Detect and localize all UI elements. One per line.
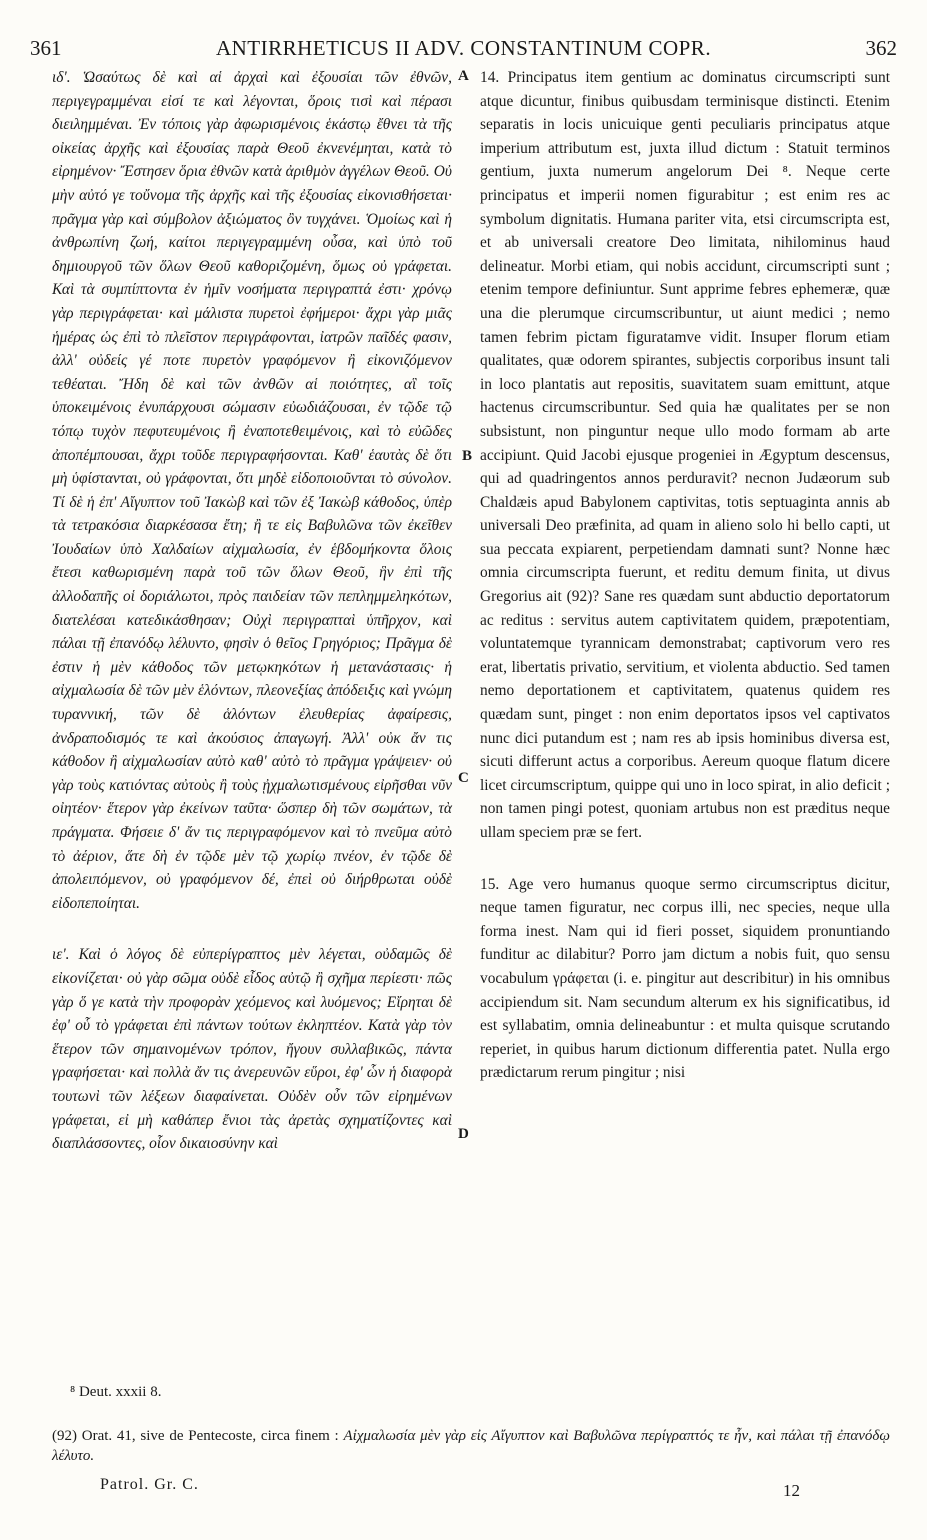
margin-letter-c: C xyxy=(458,770,469,786)
page-number-left: 361 xyxy=(30,36,62,60)
signature-mark: Patrol. Gr. C. xyxy=(100,1476,199,1493)
latin-paragraph-15: 15. Age vero humanus quoque sermo circumscriptus dicitur, neque tamen figuratur, nec corpus illi, nec species, neque ulla forma inest. Nam qui id fieri posset, siquidem pronuntiando funditur ac dilabitur? Porro jam dictum a nobis fuit, quo sensu vocabulum γράφεται (i. e. pingitur aut describitur) in his omnibus accipiendum sit. Nam secundum alterum ex his significatibus, id est syllabatim, omnia delineabuntur : et multa quisque scrutando reperiet, in quibus harum dictionum differentia patet. Nulla ergo prædictarum rerum pingitur ; nisi xyxy=(480,875,890,1082)
footnote-92-reference: (92) Orat. 41, sive de Pentecoste, circa finem : xyxy=(52,1428,339,1444)
margin-letter-b: B xyxy=(462,448,473,464)
margin-letter-a: A xyxy=(458,68,469,84)
running-header xyxy=(30,36,897,62)
page-number-right: 362 xyxy=(865,36,897,60)
greek-paragraph-15: ιε'. Καὶ ὁ λόγος δὲ εὐπερίγραπτος μὲν λέγεται, οὐδαμῶς δὲ εἰκονίζεται· οὐ γὰρ σῶμα οὐδὲ εἶδος αὐτῷ ἢ σχῆμα περίεστι· πῶς γὰρ ὅ γε κατὰ τὴν προφορὰν χεόμενος καὶ λυόμενος; Εἴρηται δὲ ἐφ' οὗ τὸ γράφεται ἐπὶ πάντων τούτων ἐκληπτέον. Κατὰ γὰρ τὸν ἕτερον τῶν σημαινομένων τρόπον, ἤγουν συλλαβικῶς, πάντα γραφήσεται· καὶ πολλὰ ἄν τις ἀνερευνῶν εὕροι, ἐφ' ὧν ἡ διαφορὰ τουτωνὶ τῶν λέξεων διαφαίνεται. Οὐδὲν οὖν τῶν εἰρημένων γράφεται, εἰ μὴ καθάπερ ἔνιοι τὰς ἀρετὰς σχηματίζοντες καὶ διαπλάσσοντες, οἷον δικαιοσύνην καὶ xyxy=(52,946,452,1153)
latin-column xyxy=(480,66,890,1085)
margin-letter-d: D xyxy=(458,1126,469,1142)
footnote-92 xyxy=(52,1426,890,1466)
greek-paragraph-14: ιδ'. Ὡσαύτως δὲ καὶ αἱ ἀρχαὶ καὶ ἐξουσίαι τῶν ἐθνῶν, περιγεγραμμέναι εἰσί τε καὶ λέγονται, ὅροις τισὶ καὶ πέρασι διειλημμέναι. Ἐν τόποις γὰρ ἀφωρισμένοις ἑκάστῳ ἔθνει τὰ τῆς οἰκείας ἀρχῆς καὶ ἐξουσίας παρὰ Θεοῦ ἐκνενέμηται, κατὰ τὸ εἰρημένον· Ἔστησεν ὅρια ἐθνῶν κατὰ ἀριθμὸν ἀγγέλων Θεοῦ. Οὐ μὴν αὐτό γε τοὔνομα τῆς ἀρχῆς καὶ τῆς ἐξουσίας εἰκονισθήσεται· πρᾶγμα γὰρ καὶ σύμβολον ἀξιώματος ὂν τυγχάνει. Ὁμοίως καὶ ἡ ἀνθρωπίνη ζωή, καίτοι περιγεγραμμένη οὖσα, καὶ ὑπὸ τοῦ δημιουργοῦ τῶν ὅλων Θεοῦ καθοριζομένη, ὅμως οὐ γράφεται. Καὶ τὰ συμπίπτοντα ἐν ἡμῖν νοσήματα περιγραπτά ἐστι· χρόνῳ γὰρ περιγράφεται· καὶ μάλιστα πυρετοὶ ἐφήμεροι· ἄχρι γὰρ μιᾶς ἡμέρας ὡς ἐπὶ τὸ πλεῖστον περιγράφονται, ἰατρῶν παῖδές φασιν, ἀλλ' οὐδείς γέ ποτε πυρετὸν γραφόμενον ἢ εἰκονιζόμενον τεθέαται. Ἤδη δὲ καὶ τῶν ἀνθῶν αἱ ποιότητες, αἳ τοῖς ὑποκειμένοις ἐνυπάρχουσι σώμασιν εὐωδιάζουσαι, ἐν τῷδε τῷ τόπῳ τυχὸν πεφυτευμένοις ἢ ἐναποτεθειμένοις, καὶ τὸ εὐῶδες ἀποπέμπουσαι, ἄχρι τοῦδε περιγραφήσονται. Καθ' ἑαυτὰς δὲ ὅτι μὴ ὑφίστανται, οὐ γράφονται, ὅτι μηδὲ εἰδοποιοῦνται τὸ σύνολον. Τί δὲ ἡ ἐπ' Αἴγυπτον τοῦ Ἰακὼβ καὶ τῶν ἐξ Ἰακὼβ κάθοδος, ὑπὲρ τὰ τετρακόσια διαρκέσασα ἔτη; ἢ τε εἰς Βαβυλῶνα τῶν ἐκεῖθεν Ἰουδαίων ὑπὸ Χαλδαίων αἰχμαλωσία, ἐν ἑβδομήκοντα ὅλοις ἔτεσι καθωρισμένη παρὰ τοῦ τῶν ὅλων Θεοῦ, ἣν ἐπὶ τῆς ἀλλοδαπῆς οἱ δοριάλωτοι, πρὸς παιδείαν τῶν πεπλημμεληκότων, διατελέσαι κατεδικάσθησαν; Οὐχὶ περιγραπταὶ ὑπῆρχον, καὶ πάλαι τῇ ἐπανόδῳ λέλυντο, φησὶν ὁ θεῖος Γρηγόριος; Πρᾶγμα δὲ ἐστιν ἡ μὲν κάθοδος τῶν μετῳκηκότων ἡ μετανάστασις· ἡ αἰχμαλωσία δὲ τῶν μὲν ἑλόντων, πλεονεξίας ἀπόδειξις καὶ γνώμη τυραννική, τῶν δὲ ἁλόντων ἐλευθερίας ἀφαίρεσις, ἀνδραποδισμός τε καὶ ἀκούσιος ἀπαγωγή. Ἀλλ' οὐκ ἄν τις κάθοδον ἢ αἰχμαλωσίαν αὐτὸ καθ' αὐτὸ τὸ πρᾶγμα γράψειεν· οὐ γὰρ τοὺς κατιόντας αὐτοὺς ἢ τοὺς ᾐχμαλωτισμένους εἰρῆσθαι νῦν οἰητέον· ἕτερον γὰρ ἐκείνων ταῦτα· ὥσπερ δὴ τῶν σωμάτων, τὰ πράγματα. Φήσειε δ' ἄν τις περιγραφόμενον καὶ τὸ πνεῦμα αὐτὸ τὸ ἀέριον, ἅτε δὴ ἐν τῷδε μὲν τῷ χωρίῳ πνέον, ἐν τῷδε δὲ ἀπολειπόμενον, οὐ γραφόμενον δέ, ἐπεὶ οὐ διήρθρωται οὐδὲ εἰδοπεποίηται. xyxy=(52,69,452,912)
footnote-8: ⁸ Deut. xxxii 8. xyxy=(70,1384,162,1400)
latin-paragraph-14: 14. Principatus item gentium ac dominatus circumscripti sunt atque dicuntur, finibus quibusdam terminisque distincti. Etenim separatis in locis unicuique genti peculiaris principatus atque imperium attributum est, juxta illud dictum : Statuit terminos gentium, juxta numerum angelorum Dei ⁸. Neque certe principatus et imperii nomen figurabitur ; est enim res ac symbolum dignitatis. Humana pariter vita, etsi circumscripta est, et ab universali creatore Deo limitata, nihilominus haud delineatur. Morbi etiam, qui nobis accidunt, circumscripti sunt ; etenim tempore definiuntur. Sunt apprime febres ephemeræ, quæ una die plerumque circumscribuntur, ut aiunt medici ; nemo tamen febrim pictam figuratamve vidit. Insuper florum etiam qualitates, quæ odorem spirantes, subjectis corporibus insunt tali in loco plantatis aut repositis, suavitatem suam emittunt, atque hactenus circumscribuntur. Sed quia hæ qualitates per se non subsistunt, non pinguntur neque ullo modo formam ab arte accipiunt. Quid Jacobi ejusque progeniei in Ægyptum descensus, qui ad quadringentos annos perduravit? necnon Judæorum sub Chaldæis apud Babylonem captivitas, totis septuaginta annis ab universali Deo præfinita, ad quam in alieno solo hi bello capti, ut sua peccata expiarent, perpetiendam damnati sunt? Nonne hæc omnia circumscripta fuerunt, et reditu demum finita, ut divus Gregorius ait (92)? Sane res quædam sunt abductio deportatorum ac reditus : servitus autem captivitatem quidem, præpotentiam, voluntatemque tyrannicam demonstrabat; captivorum vero res erat, libertatis privatio, servitium, et violenta abductio. Sed tamen nemo deportationem et captivitatem, quatenus quidem res quædam sunt, pinget : non enim deportatos ipsos vel captivatos nunc dici putandum est ; nam res ab ipsis hominibus diversa est, sicuti differunt actus a corporibus. Aereum quoque flatum dicere licet circumscriptum, quippe qui uno in loco spirat, in alio deficit ; non tamen pingi potest, quoniam artubus non est præditus neque ullam speciem præ se fert. xyxy=(480,69,890,841)
footnote-92-quotation: Αἰχμαλωσία μὲν γὰρ εἰς Αἴγυπτον καὶ Βαβυλῶνα περίγραπτός τε ἦν, καὶ πάλαι τῇ ἐπανόδῳ λέλυτο. xyxy=(52,1428,891,1464)
greek-column xyxy=(52,66,452,1156)
signature-number: 12 xyxy=(783,1481,800,1500)
running-title: ANTIRRHETICUS II ADV. CONSTANTINUM COPR. xyxy=(215,36,712,60)
